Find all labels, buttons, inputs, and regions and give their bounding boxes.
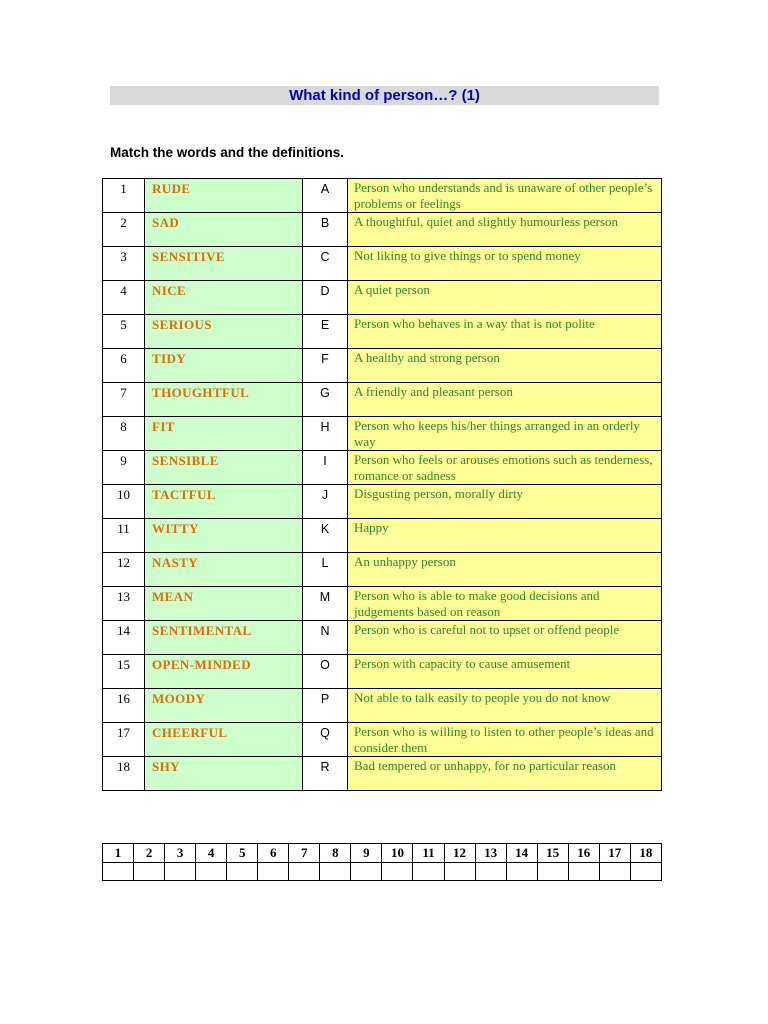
answer-slot[interactable] xyxy=(537,863,568,881)
row-number: 10 xyxy=(103,485,145,519)
definition-cell: Person who is careful not to upset or offend people xyxy=(348,621,662,655)
row-number: 5 xyxy=(103,315,145,349)
word-cell: TACTFUL xyxy=(145,485,303,519)
word-cell: NASTY xyxy=(145,553,303,587)
answer-blank-row xyxy=(103,863,662,881)
table-row xyxy=(103,213,662,247)
letter-cell: I xyxy=(303,451,348,485)
answer-number: 15 xyxy=(537,844,568,863)
letter-cell: F xyxy=(303,349,348,383)
definition-cell: An unhappy person xyxy=(348,553,662,587)
row-number: 13 xyxy=(103,587,145,621)
answer-slot[interactable] xyxy=(320,863,351,881)
table-row xyxy=(103,723,662,757)
table-row xyxy=(103,349,662,383)
answer-number: 2 xyxy=(134,844,165,863)
table-row xyxy=(103,485,662,519)
letter-cell: K xyxy=(303,519,348,553)
row-number: 2 xyxy=(103,213,145,247)
answer-slot[interactable] xyxy=(134,863,165,881)
matching-table xyxy=(102,178,662,791)
letter-cell: B xyxy=(303,213,348,247)
instructions: Match the words and the definitions. xyxy=(110,145,345,160)
answer-slot[interactable] xyxy=(568,863,599,881)
answer-slot[interactable] xyxy=(103,863,134,881)
answer-slot[interactable] xyxy=(165,863,196,881)
letter-cell: Q xyxy=(303,723,348,757)
row-number: 11 xyxy=(103,519,145,553)
answer-slot[interactable] xyxy=(599,863,630,881)
row-number: 16 xyxy=(103,689,145,723)
definition-cell: A friendly and pleasant person xyxy=(348,383,662,417)
table-row xyxy=(103,519,662,553)
table-row xyxy=(103,451,662,485)
definition-cell: Person who is willing to listen to other people’s ideas and consider them xyxy=(348,723,662,757)
letter-cell: G xyxy=(303,383,348,417)
word-cell: SERIOUS xyxy=(145,315,303,349)
row-number: 14 xyxy=(103,621,145,655)
table-row xyxy=(103,757,662,791)
word-cell: RUDE xyxy=(145,179,303,213)
definition-cell: Happy xyxy=(348,519,662,553)
word-cell: MOODY xyxy=(145,689,303,723)
definition-cell: A quiet person xyxy=(348,281,662,315)
definition-cell: Not liking to give things or to spend money xyxy=(348,247,662,281)
answer-number: 8 xyxy=(320,844,351,863)
definition-cell: Person who keeps his/her things arranged in an orderly way xyxy=(348,417,662,451)
word-cell: MEAN xyxy=(145,587,303,621)
word-cell: SENSITIVE xyxy=(145,247,303,281)
answer-number: 10 xyxy=(382,844,413,863)
table-row xyxy=(103,281,662,315)
answer-number: 4 xyxy=(196,844,227,863)
page-title: What kind of person…? (1) xyxy=(289,87,480,104)
answer-slot[interactable] xyxy=(196,863,227,881)
definition-cell: Person who behaves in a way that is not polite xyxy=(348,315,662,349)
row-number: 12 xyxy=(103,553,145,587)
answer-slot[interactable] xyxy=(227,863,258,881)
word-cell: FIT xyxy=(145,417,303,451)
letter-cell: R xyxy=(303,757,348,791)
row-number: 17 xyxy=(103,723,145,757)
table-row xyxy=(103,247,662,281)
definition-cell: Disgusting person, morally dirty xyxy=(348,485,662,519)
definition-cell: Person who feels or arouses emotions such as tenderness, romance or sadness xyxy=(348,451,662,485)
answer-number: 6 xyxy=(258,844,289,863)
answer-number: 9 xyxy=(351,844,382,863)
word-cell: SAD xyxy=(145,213,303,247)
answer-number: 1 xyxy=(103,844,134,863)
answer-slot[interactable] xyxy=(289,863,320,881)
answer-slot[interactable] xyxy=(444,863,475,881)
answer-slot[interactable] xyxy=(258,863,289,881)
answer-number: 3 xyxy=(165,844,196,863)
table-row xyxy=(103,315,662,349)
table-row xyxy=(103,621,662,655)
letter-cell: L xyxy=(303,553,348,587)
word-cell: TIDY xyxy=(145,349,303,383)
letter-cell: D xyxy=(303,281,348,315)
letter-cell: O xyxy=(303,655,348,689)
answer-grid xyxy=(102,843,662,881)
answer-slot[interactable] xyxy=(506,863,537,881)
answer-number: 11 xyxy=(413,844,444,863)
answer-number: 12 xyxy=(444,844,475,863)
title-bar xyxy=(110,86,659,105)
word-cell: CHEERFUL xyxy=(145,723,303,757)
word-cell: WITTY xyxy=(145,519,303,553)
answer-header-row xyxy=(103,844,662,863)
row-number: 7 xyxy=(103,383,145,417)
answer-number: 18 xyxy=(630,844,661,863)
table-row xyxy=(103,179,662,213)
answer-number: 5 xyxy=(227,844,258,863)
definition-cell: Bad tempered or unhappy, for no particular reason xyxy=(348,757,662,791)
letter-cell: A xyxy=(303,179,348,213)
answer-slot[interactable] xyxy=(351,863,382,881)
row-number: 8 xyxy=(103,417,145,451)
table-row xyxy=(103,689,662,723)
letter-cell: C xyxy=(303,247,348,281)
answer-slot[interactable] xyxy=(382,863,413,881)
answer-number: 17 xyxy=(599,844,630,863)
letter-cell: N xyxy=(303,621,348,655)
row-number: 3 xyxy=(103,247,145,281)
word-cell: SHY xyxy=(145,757,303,791)
answer-number: 14 xyxy=(506,844,537,863)
answer-slot[interactable] xyxy=(413,863,444,881)
row-number: 9 xyxy=(103,451,145,485)
definition-cell: A healthy and strong person xyxy=(348,349,662,383)
answer-number: 16 xyxy=(568,844,599,863)
definition-cell: A thoughtful, quiet and slightly humourless person xyxy=(348,213,662,247)
row-number: 18 xyxy=(103,757,145,791)
letter-cell: P xyxy=(303,689,348,723)
word-cell: OPEN-MINDED xyxy=(145,655,303,689)
letter-cell: H xyxy=(303,417,348,451)
table-row xyxy=(103,587,662,621)
letter-cell: J xyxy=(303,485,348,519)
letter-cell: M xyxy=(303,587,348,621)
answer-slot[interactable] xyxy=(475,863,506,881)
definition-cell: Person with capacity to cause amusement xyxy=(348,655,662,689)
table-row xyxy=(103,655,662,689)
table-row xyxy=(103,553,662,587)
answer-slot[interactable] xyxy=(630,863,661,881)
table-row xyxy=(103,417,662,451)
table-row xyxy=(103,383,662,417)
answer-number: 13 xyxy=(475,844,506,863)
word-cell: SENTIMENTAL xyxy=(145,621,303,655)
word-cell: SENSIBLE xyxy=(145,451,303,485)
word-cell: NICE xyxy=(145,281,303,315)
row-number: 1 xyxy=(103,179,145,213)
row-number: 4 xyxy=(103,281,145,315)
row-number: 15 xyxy=(103,655,145,689)
row-number: 6 xyxy=(103,349,145,383)
definition-cell: Not able to talk easily to people you do not know xyxy=(348,689,662,723)
definition-cell: Person who is able to make good decisions and judgements based on reason xyxy=(348,587,662,621)
definition-cell: Person who understands and is unaware of other people’s problems or feelings xyxy=(348,179,662,213)
letter-cell: E xyxy=(303,315,348,349)
answer-number: 7 xyxy=(289,844,320,863)
word-cell: THOUGHTFUL xyxy=(145,383,303,417)
